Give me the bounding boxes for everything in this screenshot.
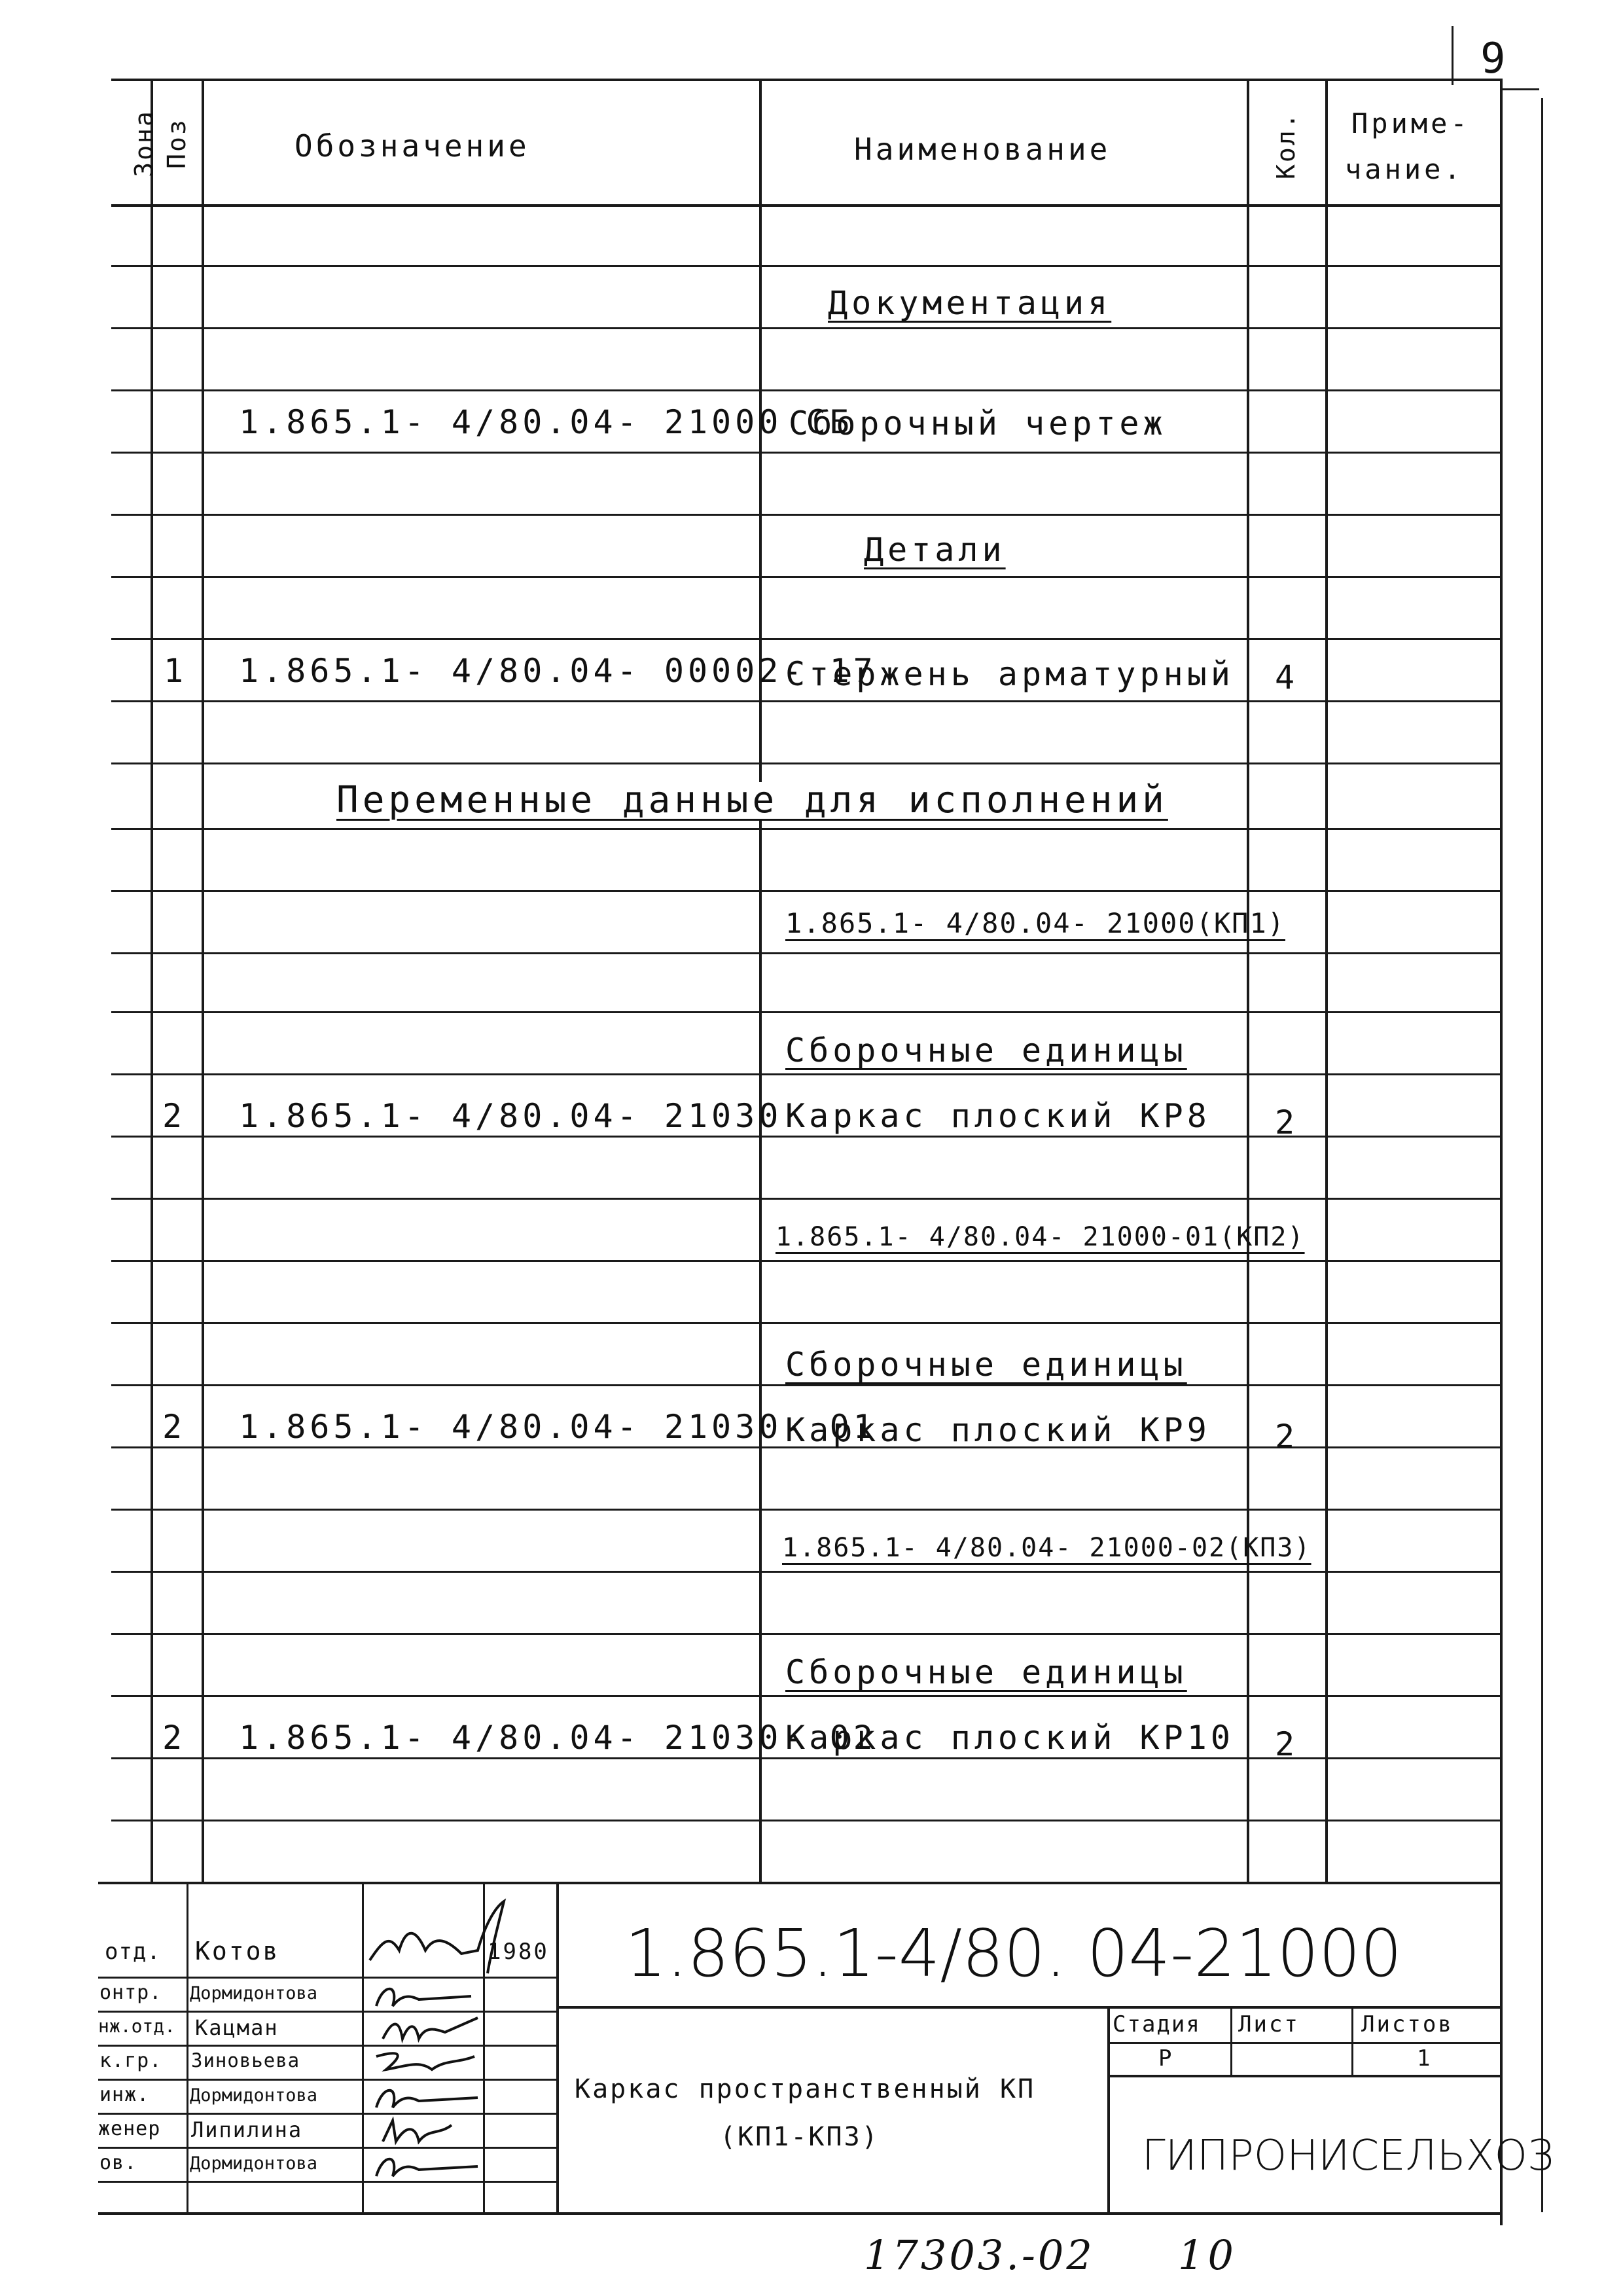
signature-7 — [373, 2150, 484, 2183]
header-bottom-line — [111, 204, 1500, 207]
row-line — [111, 1384, 1500, 1386]
tb-row-line — [98, 2079, 556, 2081]
footer-archive-number: 17303.-02 — [864, 2231, 1095, 2279]
variant-1-header: 1.865.1- 4/80.04- 21000(КП1) — [785, 907, 1286, 939]
tb-stage-bottom-line — [1107, 2075, 1502, 2077]
table-top-line — [111, 79, 1500, 81]
tb-sheet-label: Лист — [1238, 2011, 1300, 2037]
tb-year: 1980 — [488, 1939, 549, 1965]
col-line-pos — [202, 79, 204, 1882]
tb-doc-number-bottom-line — [556, 2006, 1502, 2009]
tb-role: отд. — [105, 1939, 161, 1965]
tb-stage-row-line — [1107, 2042, 1502, 2044]
tb-stage-value: Р — [1158, 2045, 1176, 2072]
tb-stage-left-line — [1107, 2006, 1110, 2212]
tb-role: ов. — [99, 2151, 137, 2174]
row-line — [111, 700, 1500, 702]
section-documentation: Документация — [828, 284, 1112, 322]
row-line — [111, 1571, 1500, 1573]
v2-designation: 1.865.1- 4/80.04- 21030- 01 — [239, 1408, 877, 1446]
col-line-note — [1500, 79, 1503, 2225]
tb-doc-number: 1.865.1-4/80. 04-21000 — [625, 1915, 1402, 1992]
part-name: Стержень арматурный — [785, 655, 1234, 693]
tb-row-line — [98, 2181, 556, 2183]
signature-5 — [373, 2081, 484, 2114]
tb-col-line — [187, 1882, 188, 2212]
tb-role: нж.отд. — [98, 2015, 176, 2037]
part-pos: 1 — [164, 652, 188, 690]
assembly-units-1: Сборочные единицы — [785, 1031, 1187, 1069]
v3-qty: 2 — [1275, 1725, 1299, 1763]
section-parts: Детали — [864, 531, 1006, 569]
tb-title-line2: (КП1-КП3) — [720, 2122, 880, 2152]
signature-4 — [373, 2047, 484, 2079]
v3-designation: 1.865.1- 4/80.04- 21030- 02 — [239, 1719, 877, 1757]
row-line — [111, 1820, 1500, 1821]
header-zone: Зона — [130, 109, 158, 177]
part-designation: 1.865.1- 4/80.04- 00002- 17 — [239, 652, 877, 690]
part-qty: 4 — [1275, 658, 1299, 696]
v2-name: Каркас плоский КР9 — [785, 1411, 1211, 1449]
assembly-units-3: Сборочные единицы — [785, 1653, 1187, 1691]
v2-qty: 2 — [1275, 1418, 1299, 1456]
row-line — [111, 452, 1500, 454]
row-line — [111, 327, 1500, 329]
row-line — [111, 952, 1500, 954]
tb-name: Котов — [195, 1937, 280, 1965]
doc-name: Сборочный чертеж — [789, 404, 1167, 442]
row-line — [111, 828, 1500, 830]
tb-name: Кацман — [195, 2015, 279, 2040]
tb-row-line — [98, 2113, 556, 2115]
tb-title-line1: Каркас пространственный КП — [575, 2074, 1036, 2104]
col-line-name — [1247, 79, 1249, 1882]
page-number: 9 — [1480, 35, 1510, 83]
variant-3-header: 1.865.1- 4/80.04- 21000-02(КП3) — [782, 1533, 1311, 1563]
corner-left-line — [1452, 26, 1454, 85]
col-line-qty — [1325, 79, 1328, 1882]
tb-stage-col-line — [1230, 2006, 1232, 2075]
header-pos: Поз — [162, 118, 191, 169]
section-variable-data: Переменные данные для исполнений — [334, 782, 1171, 819]
row-line — [111, 1073, 1500, 1075]
tb-role: онтр. — [99, 1981, 162, 2004]
tb-sheets-value: 1 — [1417, 2045, 1435, 2072]
tb-name: Липилина — [191, 2117, 303, 2142]
tb-sheets-label: Листов — [1361, 2011, 1454, 2037]
v1-qty: 2 — [1275, 1103, 1299, 1141]
row-line — [111, 1633, 1500, 1635]
signature-2 — [373, 1980, 484, 2013]
v3-pos: 2 — [162, 1719, 187, 1757]
tb-name: Дормидонтова — [190, 1983, 318, 2003]
title-block-bottom-line — [98, 2212, 1502, 2215]
page-right-border — [1541, 98, 1543, 2212]
row-line — [111, 638, 1500, 640]
header-note-line2: чание. — [1345, 153, 1464, 185]
row-line — [111, 389, 1500, 391]
v1-pos: 2 — [162, 1097, 187, 1135]
header-name: Наименование — [854, 132, 1111, 167]
col-line-zone — [151, 79, 153, 1882]
signature-1 — [363, 1888, 560, 1980]
header-designation: Обозначение — [294, 128, 530, 164]
row-line — [111, 1198, 1500, 1200]
row-line — [111, 762, 1500, 764]
header-note-line1: Приме- — [1351, 107, 1471, 139]
row-line — [111, 514, 1500, 516]
tb-stage-label: Стадия — [1113, 2011, 1201, 2037]
row-line — [111, 1260, 1500, 1262]
row-line — [111, 576, 1500, 578]
signature-3 — [380, 2013, 491, 2045]
row-line — [111, 890, 1500, 892]
tb-stage-col-line — [1351, 2006, 1353, 2075]
doc-designation: 1.865.1- 4/80.04- 21000 СБ — [239, 403, 853, 441]
tb-role: инж. — [99, 2083, 150, 2106]
tb-name: Зиновьева — [191, 2049, 300, 2072]
row-line — [111, 1695, 1500, 1697]
tb-role: к.гр. — [99, 2049, 162, 2072]
col-line-designation — [759, 79, 762, 1882]
row-line — [111, 1509, 1500, 1511]
tb-name: Дормидонтова — [190, 2085, 318, 2106]
tb-organization: ГИПРОНИСЕЛЬХОЗ — [1142, 2132, 1554, 2180]
header-qty: Кол. — [1272, 111, 1300, 179]
v1-name: Каркас плоский КР8 — [785, 1097, 1211, 1135]
footer-archive-sheet: 10 — [1178, 2231, 1238, 2279]
v1-designation: 1.865.1- 4/80.04- 21030 — [239, 1097, 783, 1135]
v2-pos: 2 — [162, 1408, 187, 1446]
row-line — [111, 265, 1500, 267]
title-block-top-line — [98, 1882, 1502, 1884]
signature-6 — [380, 2115, 491, 2148]
variant-2-header: 1.865.1- 4/80.04- 21000-01(КП2) — [776, 1222, 1305, 1252]
page-top-right-line — [1500, 88, 1539, 90]
tb-name: Дормидонтова — [190, 2153, 318, 2174]
assembly-units-2: Сборочные единицы — [785, 1346, 1187, 1384]
row-line — [111, 1011, 1500, 1013]
v3-name: Каркас плоский КР10 — [785, 1719, 1234, 1757]
row-line — [111, 1322, 1500, 1324]
tb-role: женер — [98, 2117, 161, 2140]
